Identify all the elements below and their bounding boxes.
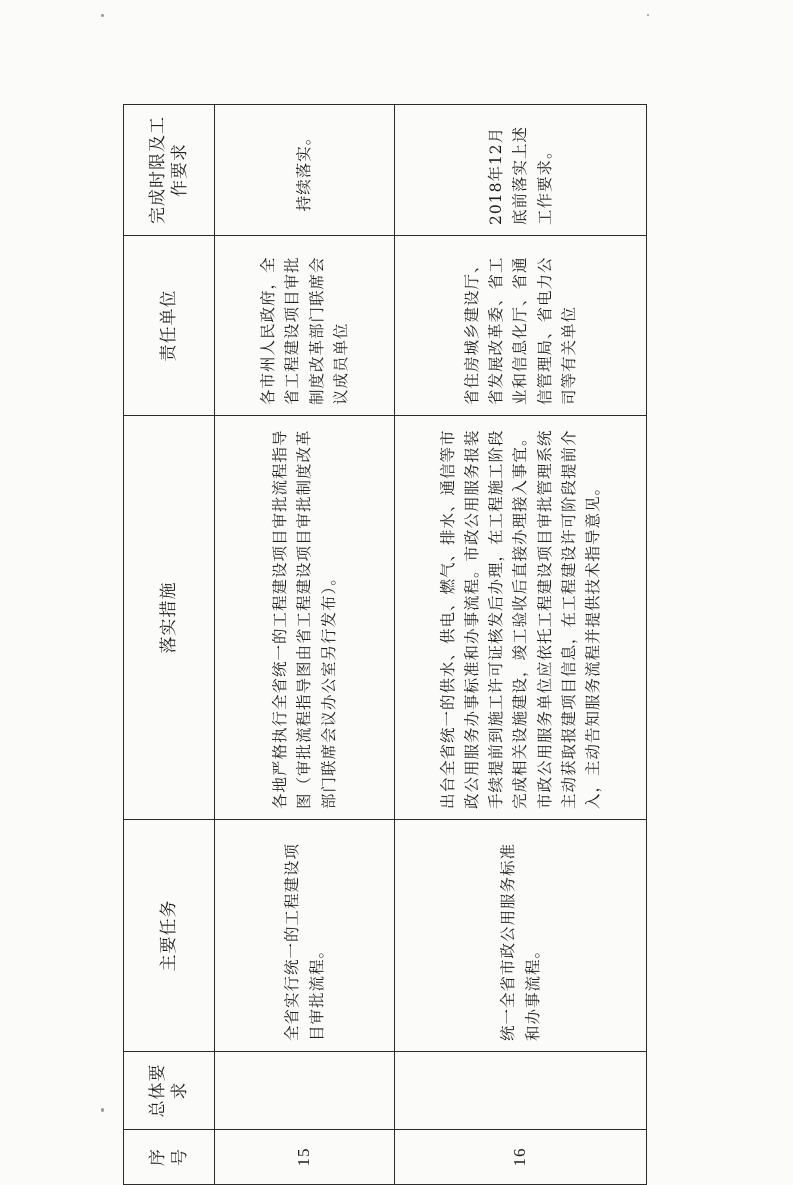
cell-task: 统一全省市政公用服务标准和办事流程。 <box>395 820 647 1052</box>
header-general: 总体要求 <box>124 1052 215 1130</box>
deadline-text: 2018年12月底前落实上述工作要求。 <box>487 125 554 225</box>
cell-measure: 出台全省统一的供水、供电、燃气、排水、通信等市政公用服务办事标准和办事流程。市政公用服务报装手续提前到施工许可证核发后办理，在工程施工阶段完成相关设施建设，竣工验收后直接办理接入事宜。市政公用服务单位应依托工程建设项目审批管理系统主动获取报建项目信息，在工程建设许可阶段提前介入，主动告知服务流程并提供技术指导意见。 <box>395 416 647 820</box>
cell-task: 全省实行统一的工程建设项目审批流程。 <box>215 820 395 1052</box>
table-row <box>395 105 647 1185</box>
scan-speck <box>101 1108 104 1112</box>
header-deadline: 完成时限及工作要求 <box>124 105 215 236</box>
header-responsible: 责任单位 <box>124 236 215 416</box>
cell-responsible: 各市州人民政府，全省工程建设项目审批制度改革部门联席会议成员单位 <box>215 236 395 416</box>
cell-seq: 15 <box>215 1130 395 1185</box>
header-task: 主要任务 <box>124 820 215 1052</box>
cell-general <box>395 1052 647 1130</box>
cell-deadline <box>395 105 647 236</box>
header-measure: 落实措施 <box>124 416 215 820</box>
cell-seq: 16 <box>395 1130 647 1185</box>
scan-speck <box>647 14 649 16</box>
cell-measure: 各地严格执行全省统一的工程建设项目审批流程指导图（审批流程指导图由省工程建设项目审批制度改革部门联席会议办公室另行发布）。 <box>215 416 395 820</box>
cell-general <box>215 1052 395 1130</box>
task-table <box>123 104 647 1185</box>
header-seq: 序号 <box>124 1130 215 1185</box>
deadline-text: 持续落实。 <box>295 128 314 212</box>
table-row <box>215 105 395 1185</box>
cell-deadline <box>215 105 395 236</box>
table-header-row <box>124 105 215 1185</box>
rotated-table-container <box>123 105 647 1185</box>
scan-speck <box>101 14 104 17</box>
cell-responsible: 省住房城乡建设厅、省发展改革委、省工业和信息化厅、省通信管理局、省电力公司等有关单位 <box>395 236 647 416</box>
